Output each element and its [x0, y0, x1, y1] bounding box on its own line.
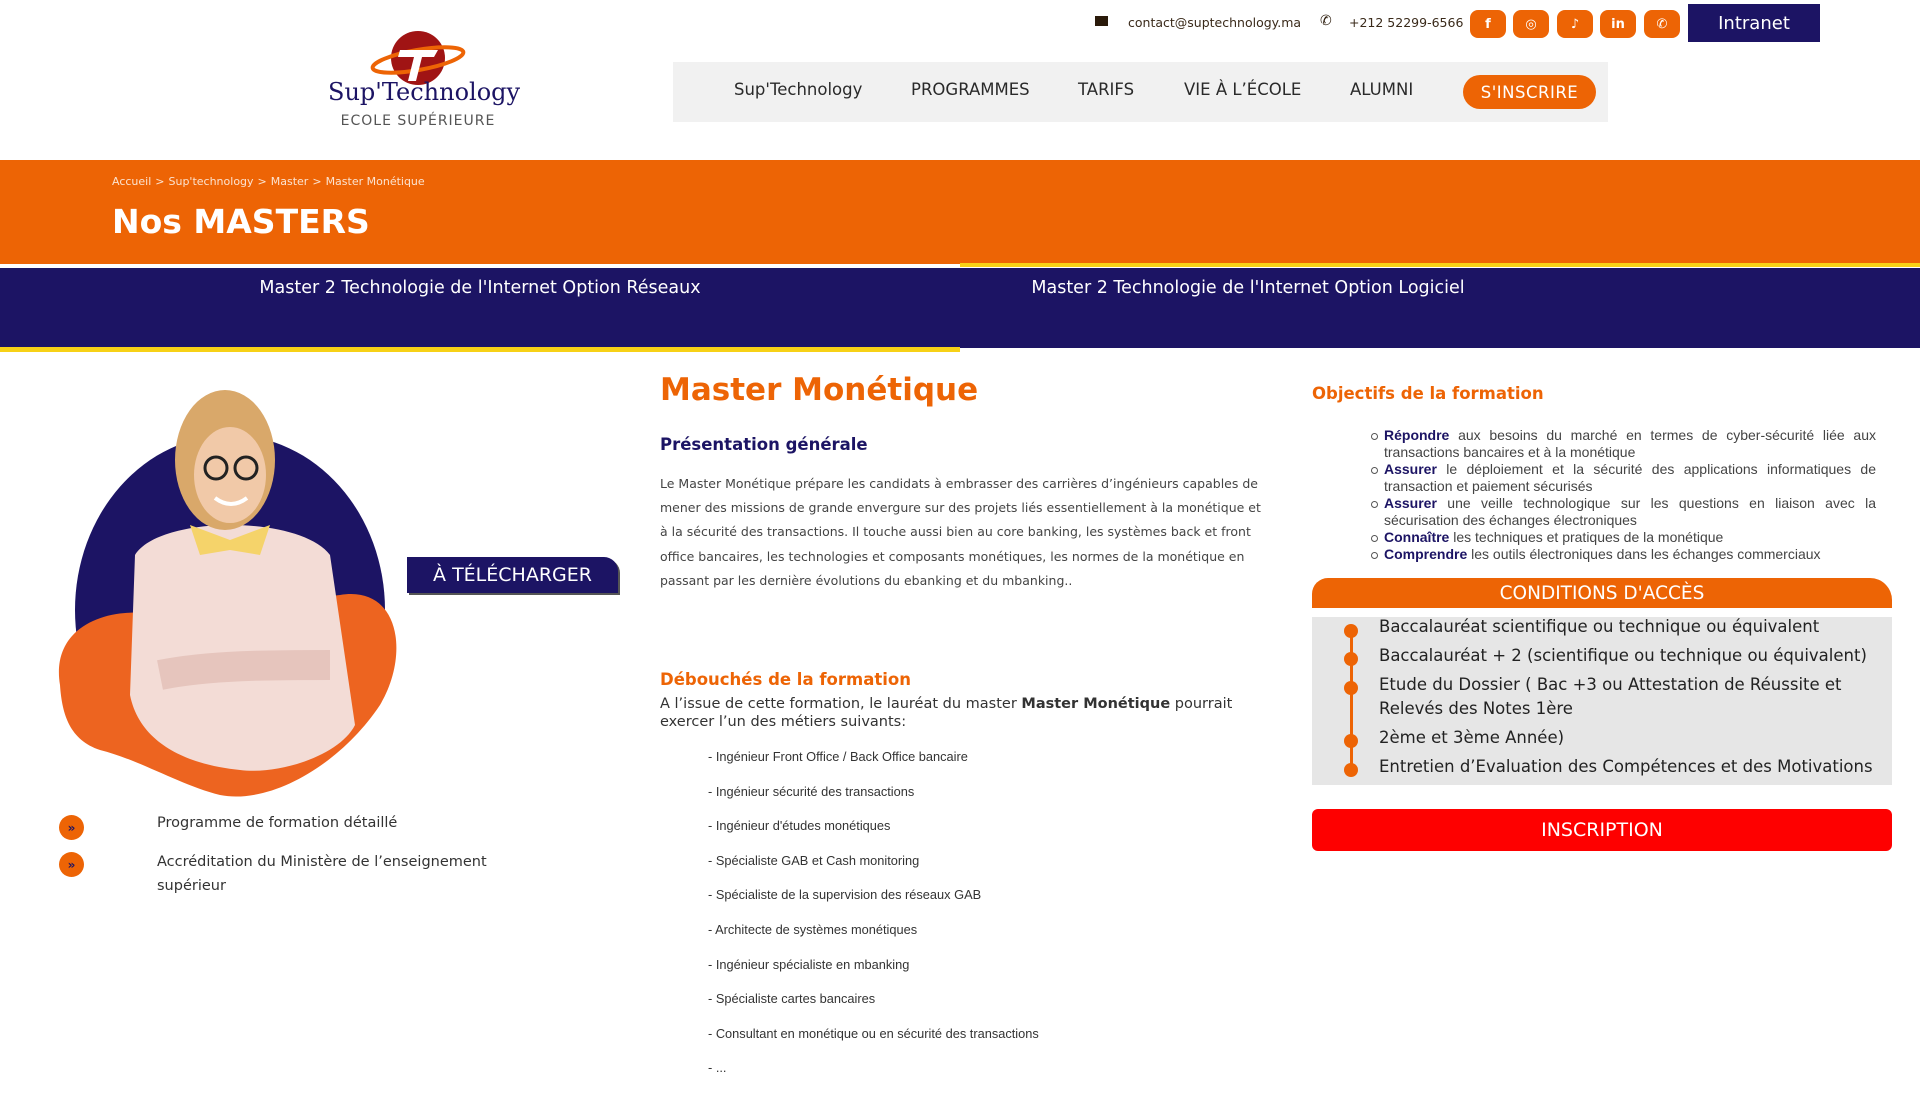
objectifs-heading: Objectifs de la formation	[1312, 384, 1544, 403]
objectif-text: aux besoins du marché en termes de cyber-sécurité liée aux transactions bancaires et à la monétique	[1384, 427, 1876, 460]
conditions-heading: CONDITIONS D'ACCÈS	[1312, 578, 1892, 608]
objectif-text: une veille technologique sur les questions en liaison avec la sécurisation des échanges électroniques	[1384, 495, 1876, 528]
logo-text: Sup'Technology	[328, 78, 521, 106]
list-item: - Ingénieur sécurité des transactions	[708, 783, 915, 799]
double-chevron-down-icon[interactable]: »	[59, 815, 84, 840]
list-item: - ...	[708, 1060, 727, 1076]
nav-vie-ecole[interactable]: VIE À L’ÉCOLE	[1184, 80, 1302, 99]
breadcrumb-separator: >	[312, 175, 322, 188]
tab-indicator-active	[0, 347, 960, 352]
list-item	[1384, 529, 1876, 546]
list-item: - Ingénieur d'études monétiques	[708, 818, 891, 834]
presentation-heading: Présentation générale	[660, 435, 868, 454]
phone-icon: ✆	[1320, 13, 1332, 29]
condition-item: Baccalauréat scientifique ou technique ou équivalent	[1379, 617, 1820, 636]
page-title: Nos MASTERS	[112, 202, 370, 241]
list-item: - Spécialiste GAB et Cash monitoring	[708, 852, 920, 868]
debouches-list	[708, 749, 1039, 1095]
intro-text: A l’issue de cette formation, le lauréat du master	[660, 696, 1022, 712]
logo-subtitle: ECOLE SUPÉRIEURE	[340, 113, 496, 129]
presentation-text: Le Master Monétique prépare les candidats à embrasser des carrières d’ingénieurs capables de mener des missions de grande envergure sur des projets liés essentiellement à la monétique et à la sécurité des transactions. Il touche aussi bien au core banking, les systèmes back et front office bancaires, les technologies et composants monétiques, les normes de la monétique en passant par les dernière évolutions du ebanking et du mbanking..	[660, 476, 1261, 588]
breadcrumb-separator: >	[257, 175, 267, 188]
logo[interactable]	[328, 28, 521, 132]
list-item: - Consultant en monétique ou en sécurité des transactions	[708, 1025, 1039, 1041]
timeline-line	[1350, 630, 1353, 770]
linkedin-icon[interactable]: in	[1600, 10, 1636, 38]
timeline-dot-icon	[1344, 681, 1358, 695]
nav-suptechnology[interactable]: Sup'Technology	[734, 80, 863, 99]
accreditation-link[interactable]: Accréditation du Ministère de l’enseignement supérieur	[157, 854, 487, 894]
sinscrire-button[interactable]: S'INSCRIRE	[1463, 75, 1596, 109]
timeline-dot-icon	[1344, 763, 1358, 777]
facebook-icon[interactable]: f	[1470, 10, 1506, 38]
list-item: - Ingénieur Front Office / Back Office bancaire	[708, 749, 968, 764]
list-item: - Spécialiste cartes bancaires	[708, 991, 876, 1007]
double-chevron-down-icon[interactable]: »	[59, 852, 84, 877]
list-item	[1384, 495, 1876, 529]
list-item	[1384, 427, 1876, 461]
objectif-verb: Assurer	[1384, 495, 1437, 511]
objectif-verb: Connaître	[1384, 529, 1450, 545]
timeline-dot-icon	[1344, 652, 1358, 666]
condition-item: 2ème et 3ème Année)	[1379, 728, 1565, 747]
nav-programmes[interactable]: PROGRAMMES	[911, 80, 1030, 99]
list-item: - Architecte de systèmes monétiques	[708, 921, 918, 937]
intro-bold: Master Monétique	[1021, 696, 1171, 712]
inscription-button[interactable]: INSCRIPTION	[1312, 809, 1892, 851]
timeline-dot-icon	[1344, 734, 1358, 748]
contact-email[interactable]: contact@suptechnology.ma	[1128, 15, 1302, 30]
download-button[interactable]: À TÉLÉCHARGER	[407, 557, 618, 593]
timeline-dot-icon	[1344, 624, 1358, 638]
nav-alumni[interactable]: ALUMNI	[1350, 80, 1414, 99]
objectif-text: le déploiement et la sécurité des applications informatiques de transaction et paiement sécurisés	[1384, 461, 1876, 494]
condition-item: Etude du Dossier ( Bac +3 ou Attestation de Réussite et Relevés des Notes 1ère	[1379, 675, 1842, 718]
breadcrumb-accueil[interactable]: Accueil	[112, 175, 152, 188]
tab-reseaux[interactable]: Master 2 Technologie de l'Internet Option Réseaux	[259, 278, 701, 298]
objectif-verb: Comprendre	[1384, 546, 1468, 562]
nav-tarifs[interactable]: TARIFS	[1078, 80, 1135, 99]
whatsapp-icon[interactable]: ✆	[1644, 10, 1680, 38]
objectifs-list	[1384, 427, 1876, 563]
list-item	[1384, 546, 1876, 563]
objectif-verb: Assurer	[1384, 461, 1437, 477]
list-item: - Spécialiste de la supervision des réseaux GAB	[708, 887, 982, 903]
breadcrumb-current: Master Monétique	[325, 175, 425, 188]
list-item	[1384, 461, 1876, 495]
objectif-text: les outils électroniques dans les échanges commerciaux	[1467, 546, 1821, 562]
objectif-verb: Répondre	[1384, 427, 1450, 443]
contact-phone[interactable]: +212 52299-6566	[1349, 15, 1464, 30]
debouches-heading: Débouchés de la formation	[660, 670, 911, 689]
intranet-button[interactable]: Intranet	[1688, 4, 1820, 42]
breadcrumb-suptechnology[interactable]: Sup'technology	[168, 175, 254, 188]
programme-link[interactable]: Programme de formation détaillé	[157, 815, 398, 831]
condition-item: Entretien d’Evaluation des Compétences et des Motivations	[1379, 757, 1873, 776]
condition-item: Baccalauréat + 2 (scientifique ou technique ou équivalent)	[1379, 646, 1867, 665]
student-photo	[40, 365, 410, 800]
tab-indicator-top	[960, 263, 1920, 267]
breadcrumb-separator: >	[155, 175, 165, 188]
debouches-intro	[660, 696, 1280, 731]
instagram-icon[interactable]: ◎	[1513, 10, 1549, 38]
tab-logiciel[interactable]: Master 2 Technologie de l'Internet Option Logiciel	[1031, 278, 1465, 298]
intro-text: pourrait exercer l’un des métiers suivants:	[660, 696, 1233, 730]
tiktok-icon[interactable]: ♪	[1557, 10, 1593, 38]
breadcrumb	[112, 175, 429, 188]
list-item: - Ingénieur spécialiste en mbanking	[708, 956, 910, 972]
objectif-text: les techniques et pratiques de la monétique	[1449, 529, 1724, 545]
envelope-icon	[1095, 16, 1108, 26]
master-title: Master Monétique	[660, 372, 979, 408]
breadcrumb-master[interactable]: Master	[270, 175, 309, 188]
